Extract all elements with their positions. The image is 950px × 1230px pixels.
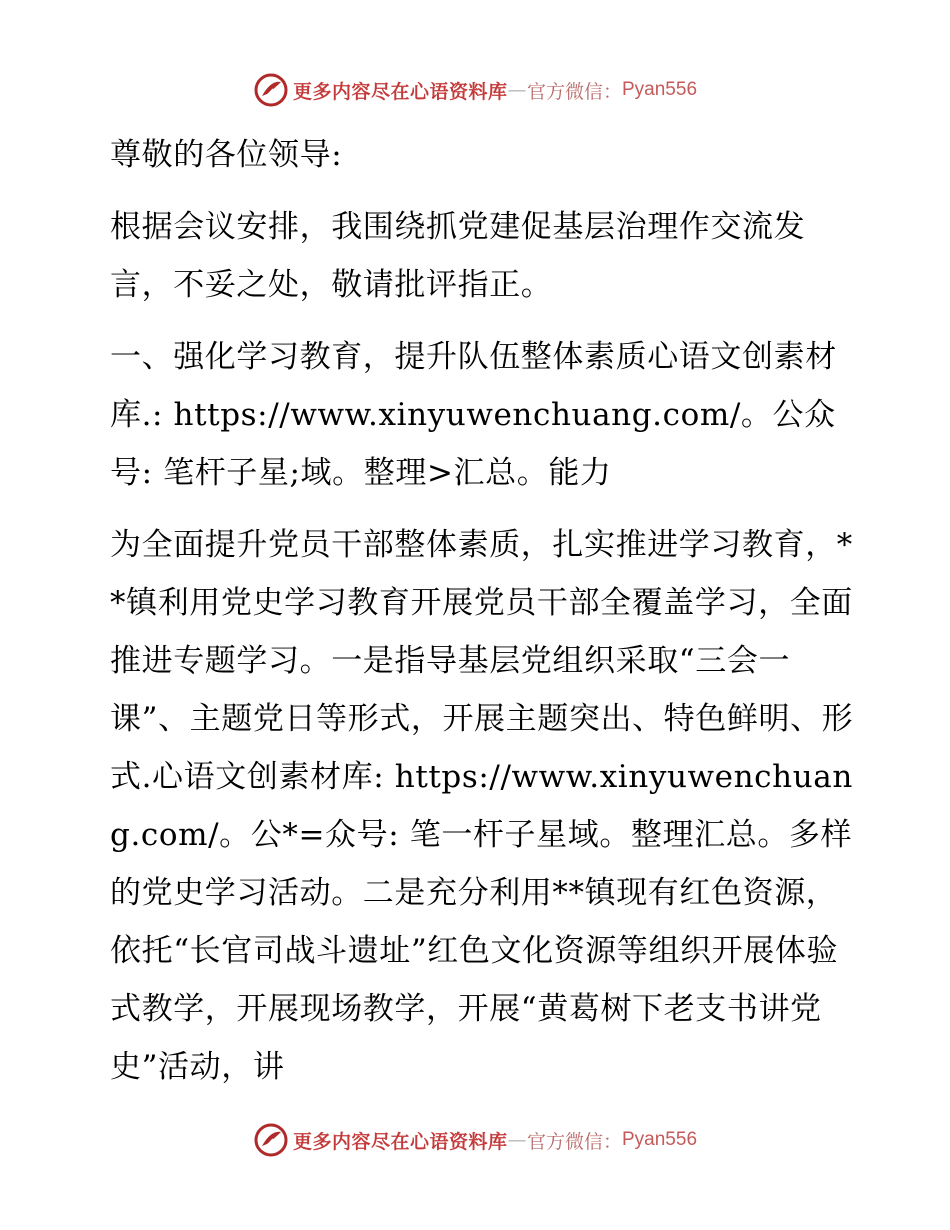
watermark-wechat-label: 官方微信： xyxy=(526,80,622,103)
salutation: 尊敬的各位领导: xyxy=(110,137,343,173)
watermark-site-text: 更多内容尽在心语资料库 xyxy=(292,80,508,103)
watermark-wechat-id: Pyan556 xyxy=(622,1129,698,1150)
watermark-wechat-label: 官方微信： xyxy=(526,1130,622,1153)
watermark-site-text: 更多内容尽在心语资料库 xyxy=(292,1130,508,1153)
body-paragraph: 为全面提升党员干部整体素质，扎实推进学习教育，**镇利用党史学习教育开展党员干部全覆盖学习，全面推进专题学习。一是指导基层党组织采取“三会一课”、主题党日等形式，开展主题突出、特色鲜明、形式.心语文创素材库: https://www.xinyuwenchuang.com/。公*=众号: 笔一杆子星域。整理汇总。多样的党史学习活动。二是充分利用**镇现有红色资源，依托“长官司战斗遗址”红色文化资源等组织开展体验式教学，开展现场教学，开展“黄葛树下老支书讲党史”活动，讲 xyxy=(110,527,854,1085)
watermark-separator: — xyxy=(507,79,527,101)
header-watermark xyxy=(0,70,950,110)
quill-logo-icon xyxy=(253,1122,289,1158)
section-heading: 一、强化学习教育，提升队伍整体素质心语文创素材库.: https://www.xinyuwenchuang.com/。公众号: 笔杆子星;域。整理>汇总。能力 xyxy=(110,339,837,491)
watermark-separator: — xyxy=(507,1129,527,1151)
quill-logo-icon xyxy=(253,72,289,108)
watermark-wechat-id: Pyan556 xyxy=(622,79,698,100)
footer-watermark xyxy=(0,1120,950,1160)
document-body xyxy=(98,126,854,1110)
intro-paragraph: 根据会议安排，我围绕抓党建促基层治理作交流发言，不妥之处，敬请批评指正。 xyxy=(110,209,806,303)
